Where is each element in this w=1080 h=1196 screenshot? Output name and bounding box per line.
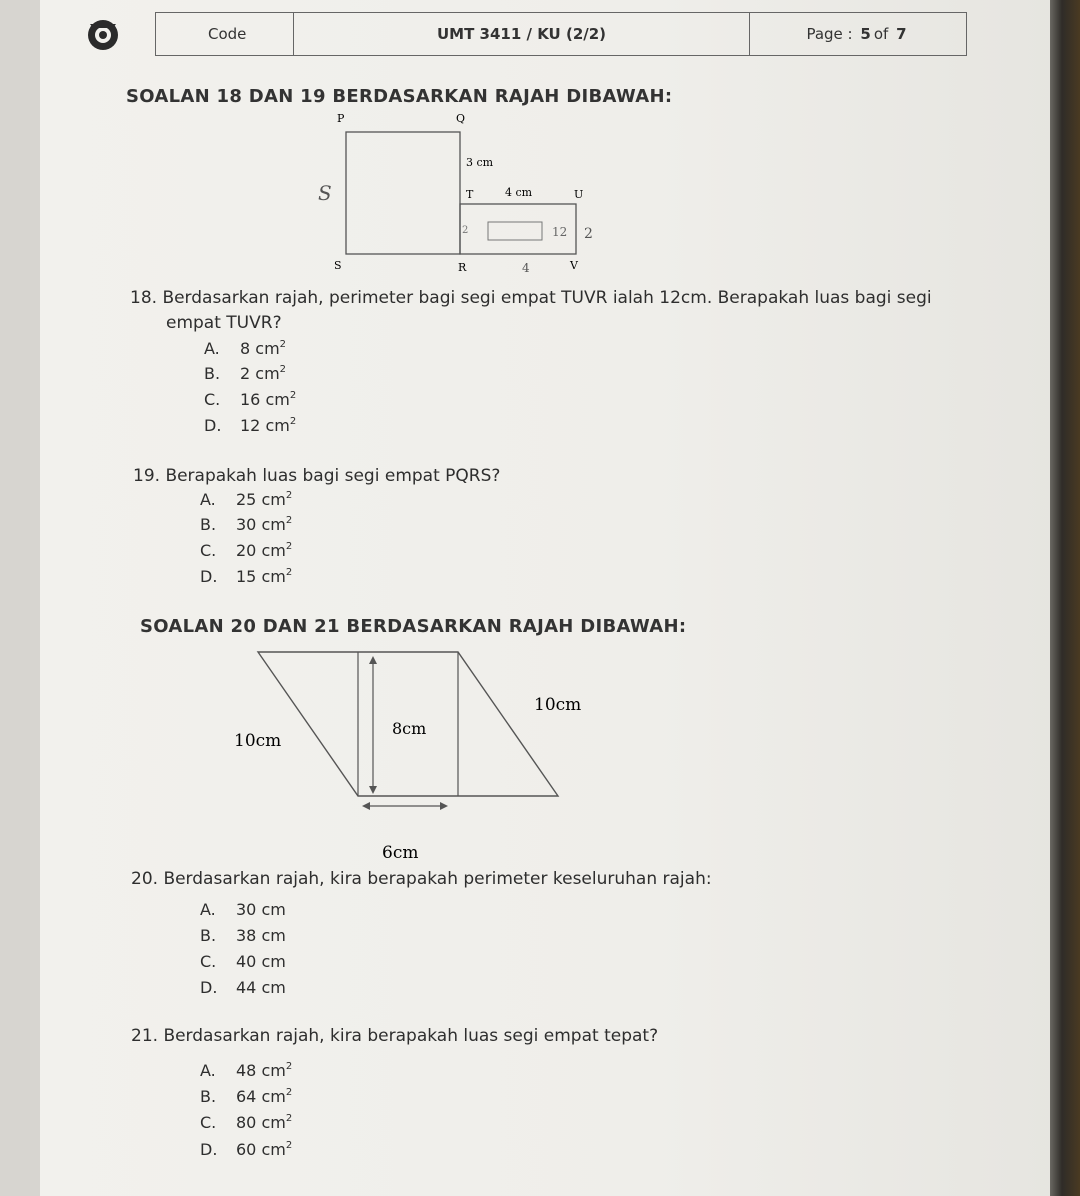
option-value: 12 cm [240,416,290,435]
option-value: 40 cm [236,952,286,971]
page-number [750,13,966,55]
course-code: UMT 3411 / KU (2/2) [294,13,750,55]
option-letter: D. [200,1140,218,1159]
q19-option-d [200,567,292,586]
square-pqrs [346,132,460,254]
q18-option-d [204,416,296,435]
option-letter: B. [200,926,217,945]
university-logo-icon [86,18,120,52]
label-u: U [574,188,584,201]
page-label: Page : [806,25,853,43]
option-value: 48 cm [236,1061,286,1080]
option-sup: 2 [289,416,297,427]
option-sup: 2 [285,541,293,552]
question-20-line1: 20. Berdasarkan rajah, kira berapakah perimeter keseluruhan rajah: [131,869,712,889]
page-total: 7 [896,25,907,43]
handwritten-box [488,222,542,240]
option-value: 30 cm [236,900,286,919]
option-letter: C. [204,390,221,409]
option-letter: B. [200,515,217,534]
option-value: 2 cm [240,364,280,383]
label-left-side: 10cm [234,731,282,751]
handwritten-2-right: 2 [584,226,593,242]
option-value: 8 cm [240,339,280,358]
option-letter: D. [200,567,218,586]
label-q: Q [456,112,466,125]
page-edge-shadow [1050,0,1080,1196]
q21-option-b [200,1087,292,1106]
option-value: 44 cm [236,978,286,997]
diagram-pqrs-tuvr [300,108,620,278]
question-19-line1: 19. Berapakah luas bagi segi empat PQRS? [133,466,501,486]
option-sup: 2 [285,1113,293,1124]
code-cell [156,13,294,55]
header-table [155,12,967,56]
section-title-20-21: SOALAN 20 DAN 21 BERDASARKAN RAJAH DIBAWAH: [140,616,687,637]
base-arrow-left [362,802,370,810]
option-sup: 2 [279,339,287,350]
question-18-line2: empat TUVR? [166,313,282,333]
option-sup: 2 [285,1061,293,1072]
option-value: 64 cm [236,1087,286,1106]
section-title-18-19: SOALAN 18 DAN 19 BERDASARKAN RAJAH DIBAWAH: [126,86,673,107]
question-21-line1: 21. Berdasarkan rajah, kira berapakah luas segi empat tepat? [131,1026,659,1046]
option-sup: 2 [285,1087,293,1098]
height-arrow-top [369,656,377,664]
page-current: 5 [860,25,871,43]
option-letter: D. [200,978,218,997]
option-sup: 2 [285,490,293,501]
handwritten-s: S [318,181,332,205]
label-base: 6cm [382,843,419,863]
option-sup: 2 [279,364,287,375]
code-label: Code [208,25,247,43]
q20-option-d [200,978,286,997]
handwritten-12: 12 [552,225,568,239]
option-sup: 2 [285,567,293,578]
option-letter: C. [200,952,217,971]
option-sup: 2 [285,1140,293,1151]
q19-option-b [200,515,292,534]
q18-option-c [204,390,296,409]
option-sup: 2 [289,390,297,401]
option-letter: A. [200,900,216,919]
label-s: S [334,259,342,272]
dim-3cm: 3 cm [466,156,494,169]
option-letter: B. [204,364,221,383]
q20-option-a [200,900,286,919]
option-value: 30 cm [236,515,286,534]
option-letter: B. [200,1087,217,1106]
option-letter: D. [204,416,222,435]
option-letter: A. [200,490,216,509]
label-right-side: 10cm [534,695,582,715]
diagram-parallelogram [220,640,600,870]
option-value: 38 cm [236,926,286,945]
question-18-line1: 18. Berdasarkan rajah, perimeter bagi segi empat TUVR ialah 12cm. Berapakah luas bagi segi [130,288,932,308]
height-arrow-bottom [369,786,377,794]
option-letter: A. [200,1061,216,1080]
q21-option-d [200,1140,292,1159]
page-of: of [873,25,889,43]
q19-option-c [200,541,292,560]
q18-option-a [204,339,286,358]
base-arrow-right [440,802,448,810]
label-r: R [458,261,467,274]
q18-option-b [204,364,286,383]
dim-4cm: 4 cm [505,186,533,199]
option-letter: A. [204,339,220,358]
option-letter: C. [200,541,217,560]
option-letter: C. [200,1113,217,1132]
q19-option-a [200,490,292,509]
label-height: 8cm [392,719,427,738]
option-value: 25 cm [236,490,286,509]
option-value: 16 cm [240,390,290,409]
label-p: P [337,112,345,125]
label-t: T [466,188,474,201]
q21-option-c [200,1113,292,1132]
handwritten-2-left: 2 [462,225,469,236]
label-v: V [570,259,578,272]
q20-option-c [200,952,286,971]
option-value: 60 cm [236,1140,286,1159]
q21-option-a [200,1061,292,1080]
option-value: 15 cm [236,567,286,586]
option-value: 80 cm [236,1113,286,1132]
option-sup: 2 [285,515,293,526]
handwritten-4: 4 [522,261,530,275]
q20-option-b [200,926,286,945]
option-value: 20 cm [236,541,286,560]
